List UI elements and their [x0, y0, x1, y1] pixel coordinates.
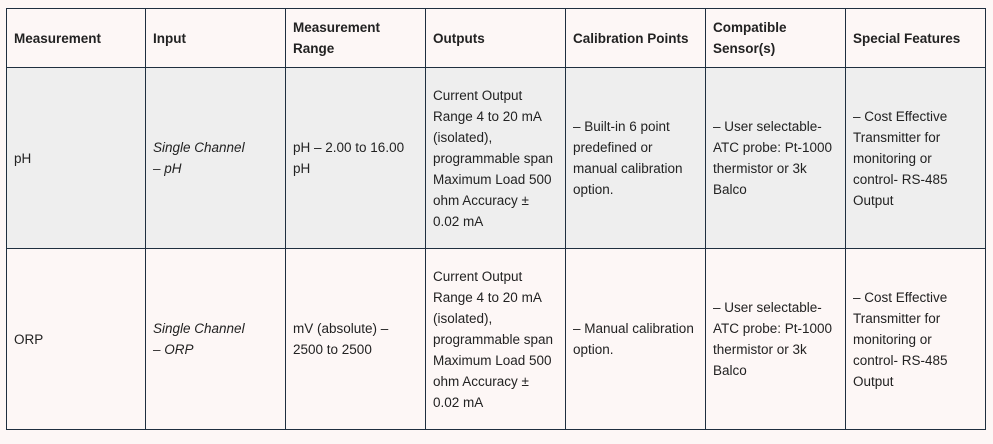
- header-special-features: Special Features: [846, 9, 986, 68]
- header-measurement: Measurement: [7, 9, 146, 68]
- cell-calibration: – Manual calibration option.: [566, 249, 706, 430]
- table-row-ph: [7, 68, 986, 249]
- cell-range: mV (absolute) – 2500 to 2500: [286, 249, 426, 430]
- cell-measurement: ORP: [7, 249, 146, 430]
- cell-input: [146, 68, 286, 249]
- cell-range: pH – 2.00 to 16.00 pH: [286, 68, 426, 249]
- header-row: [7, 9, 986, 68]
- cell-calibration: – Built-in 6 point predefined or manual calibration option.: [566, 68, 706, 249]
- header-compatible-sensors: Compatible Sensor(s): [706, 9, 846, 68]
- cell-input-line2: – pH: [153, 161, 182, 176]
- table-row-orp: [7, 249, 986, 430]
- cell-features: – Cost Effective Transmitter for monitoring or control- RS-485 Output: [846, 249, 986, 430]
- cell-measurement: pH: [7, 68, 146, 249]
- cell-outputs: Current Output Range 4 to 20 mA (isolated), programmable span Maximum Load 500 ohm Accuracy ± 0.02 mA: [426, 249, 566, 430]
- spec-table: [6, 8, 986, 430]
- cell-input-line2: – ORP: [153, 342, 194, 357]
- cell-features: – Cost Effective Transmitter for monitoring or control- RS-485 Output: [846, 68, 986, 249]
- spec-table-wrapper: [6, 8, 986, 430]
- cell-sensor: – User selectable- ATC probe: Pt-1000 thermistor or 3k Balco: [706, 249, 846, 430]
- header-measurement-range: Measurement Range: [286, 9, 426, 68]
- header-input: Input: [146, 9, 286, 68]
- cell-input-line1: Single Channel: [153, 321, 245, 336]
- cell-input: [146, 249, 286, 430]
- cell-outputs: Current Output Range 4 to 20 mA (isolated), programmable span Maximum Load 500 ohm Accuracy ± 0.02 mA: [426, 68, 566, 249]
- cell-sensor: – User selectable- ATC probe: Pt-1000 thermistor or 3k Balco: [706, 68, 846, 249]
- header-calibration-points: Calibration Points: [566, 9, 706, 68]
- cell-input-line1: Single Channel: [153, 140, 245, 155]
- header-outputs: Outputs: [426, 9, 566, 68]
